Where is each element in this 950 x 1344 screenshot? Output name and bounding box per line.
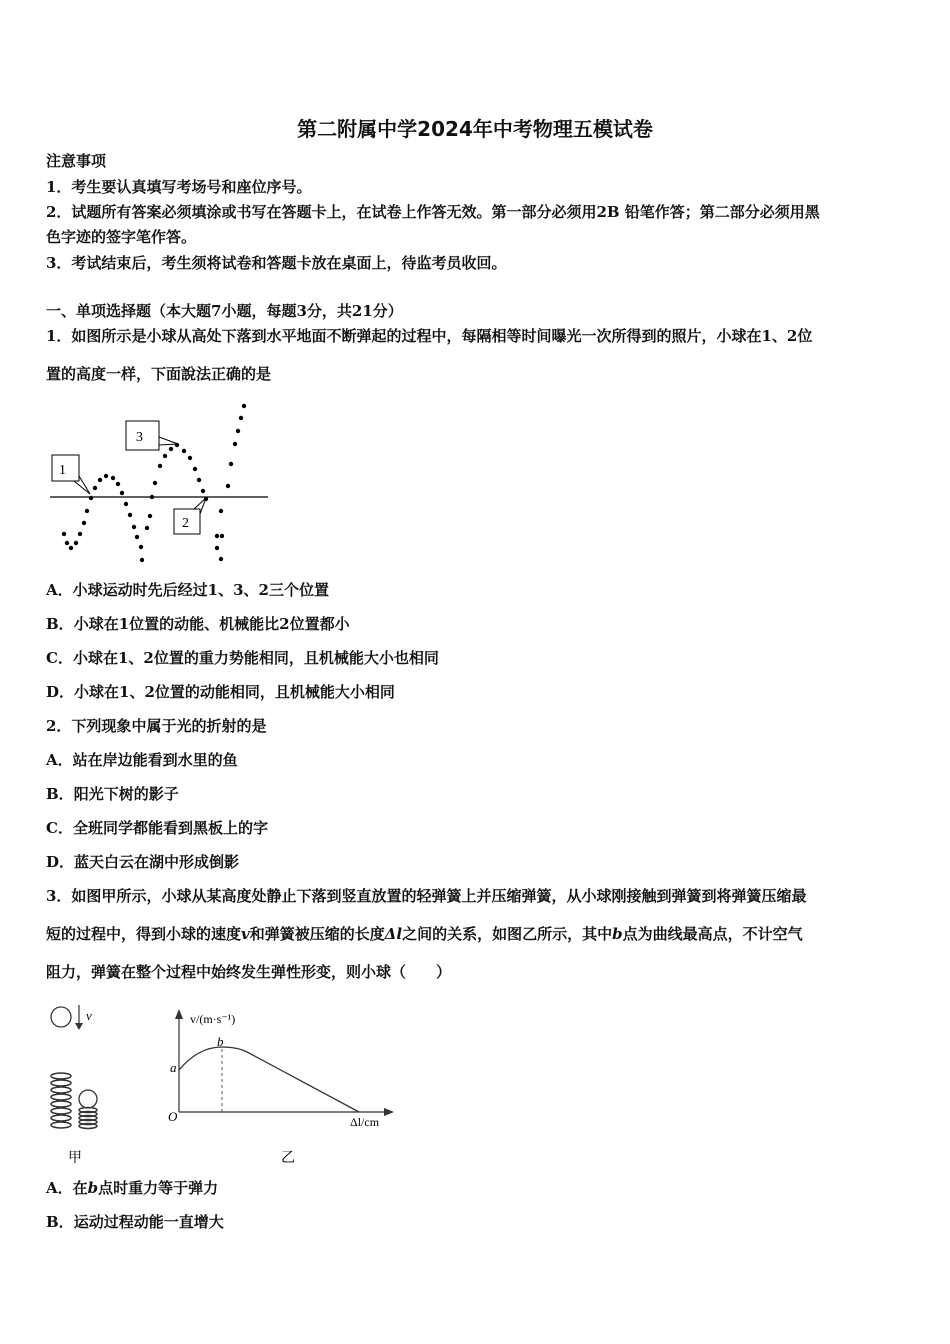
label-3-callout: [126, 421, 178, 450]
y-axis-label: v/(m·s⁻¹): [190, 1012, 236, 1026]
label-2-callout: [174, 498, 206, 534]
fig-label-1: 1: [59, 463, 66, 478]
q2-option-a: A．站在岸边能看到水里的鱼: [46, 751, 238, 769]
origin-label: O: [168, 1109, 178, 1124]
q1-stem: 1．如图所示是小球从高处下落到水平地面不断弹起的过程中，每隔相等时间曝光一次所得到的照片，小球在1、2位: [46, 327, 813, 345]
q1-option-a: A．小球运动时先后经过1、3、2三个位置: [46, 581, 329, 599]
spring-compressed: [79, 1108, 97, 1129]
section-heading: 一、单项选择题（本大题7小题，每题3分，共21分）: [46, 302, 403, 320]
q3-stem: 短的过程中，得到小球的速度v和弹簧被压缩的长度Δl之间的关系，如图乙所示，其中b点为曲线最高点，不计空气: [46, 925, 803, 943]
fig-label-3: 3: [136, 430, 143, 445]
spring-uncompressed: [51, 1073, 71, 1128]
notice-item: 1．考生要认真填写考场号和座位序号。: [46, 178, 312, 196]
q3-figure: [44, 1000, 404, 1168]
q3-option-b: B．运动过程动能一直增大: [46, 1213, 224, 1231]
q1-option-b: B．小球在1位置的动能、机械能比2位置都小: [46, 615, 350, 633]
notice-item: 2．试题所有答案必须填涂或书写在答题卡上，在试卷上作答无效。第一部分必须用2B 铅笔作答；第二部分必须用黑: [46, 203, 820, 221]
label-1-callout: [52, 455, 90, 494]
caption-jia: 甲: [68, 1151, 82, 1166]
caption-yi: 乙: [281, 1151, 295, 1166]
notice-heading: 注意事项: [46, 152, 107, 170]
v-label: v: [86, 1008, 92, 1023]
ball-on-spring: [79, 1090, 97, 1108]
q1-bounce-figure: [44, 398, 274, 564]
x-axis-label: Δl/cm: [350, 1115, 380, 1129]
page-title: 第二附属中学2024年中考物理五模试卷: [297, 117, 653, 141]
q2-option-d: D．蓝天白云在湖中形成倒影: [46, 853, 240, 871]
q3-stem: 阻力，弹簧在整个过程中始终发生弹性形变，则小球（ ）: [46, 963, 452, 981]
q3-stem: 3．如图甲所示，小球从某高度处静止下落到竖直放置的轻弹簧上并压缩弹簧，从小球刚接触到弹簧到将弹簧压缩最: [46, 887, 807, 905]
q1-option-c: C．小球在1、2位置的重力势能相同，且机械能大小也相同: [46, 649, 439, 667]
q3-option-a: A．在b点时重力等于弹力: [46, 1179, 219, 1197]
falling-ball: [51, 1007, 71, 1027]
notice-item: 色字迹的签字笔作答。: [46, 228, 197, 246]
q2-option-c: C．全班同学都能看到黑板上的字: [46, 819, 268, 837]
fig-label-2: 2: [182, 516, 189, 531]
q2-stem: 2．下列现象中属于光的折射的是: [46, 717, 267, 735]
q1-stem: 置的高度一样，下面說法正确的是: [46, 365, 272, 383]
q2-option-b: B．阳光下树的影子: [46, 785, 179, 803]
q1-option-d: D．小球在1、2位置的动能相同，且机械能大小相同: [46, 683, 395, 701]
point-a-label: a: [170, 1060, 177, 1075]
notice-item: 3．考试结束后，考生须将试卷和答题卡放在桌面上，待监考员收回。: [46, 254, 507, 272]
velocity-curve: [179, 1047, 359, 1112]
point-b-label: b: [217, 1034, 224, 1049]
